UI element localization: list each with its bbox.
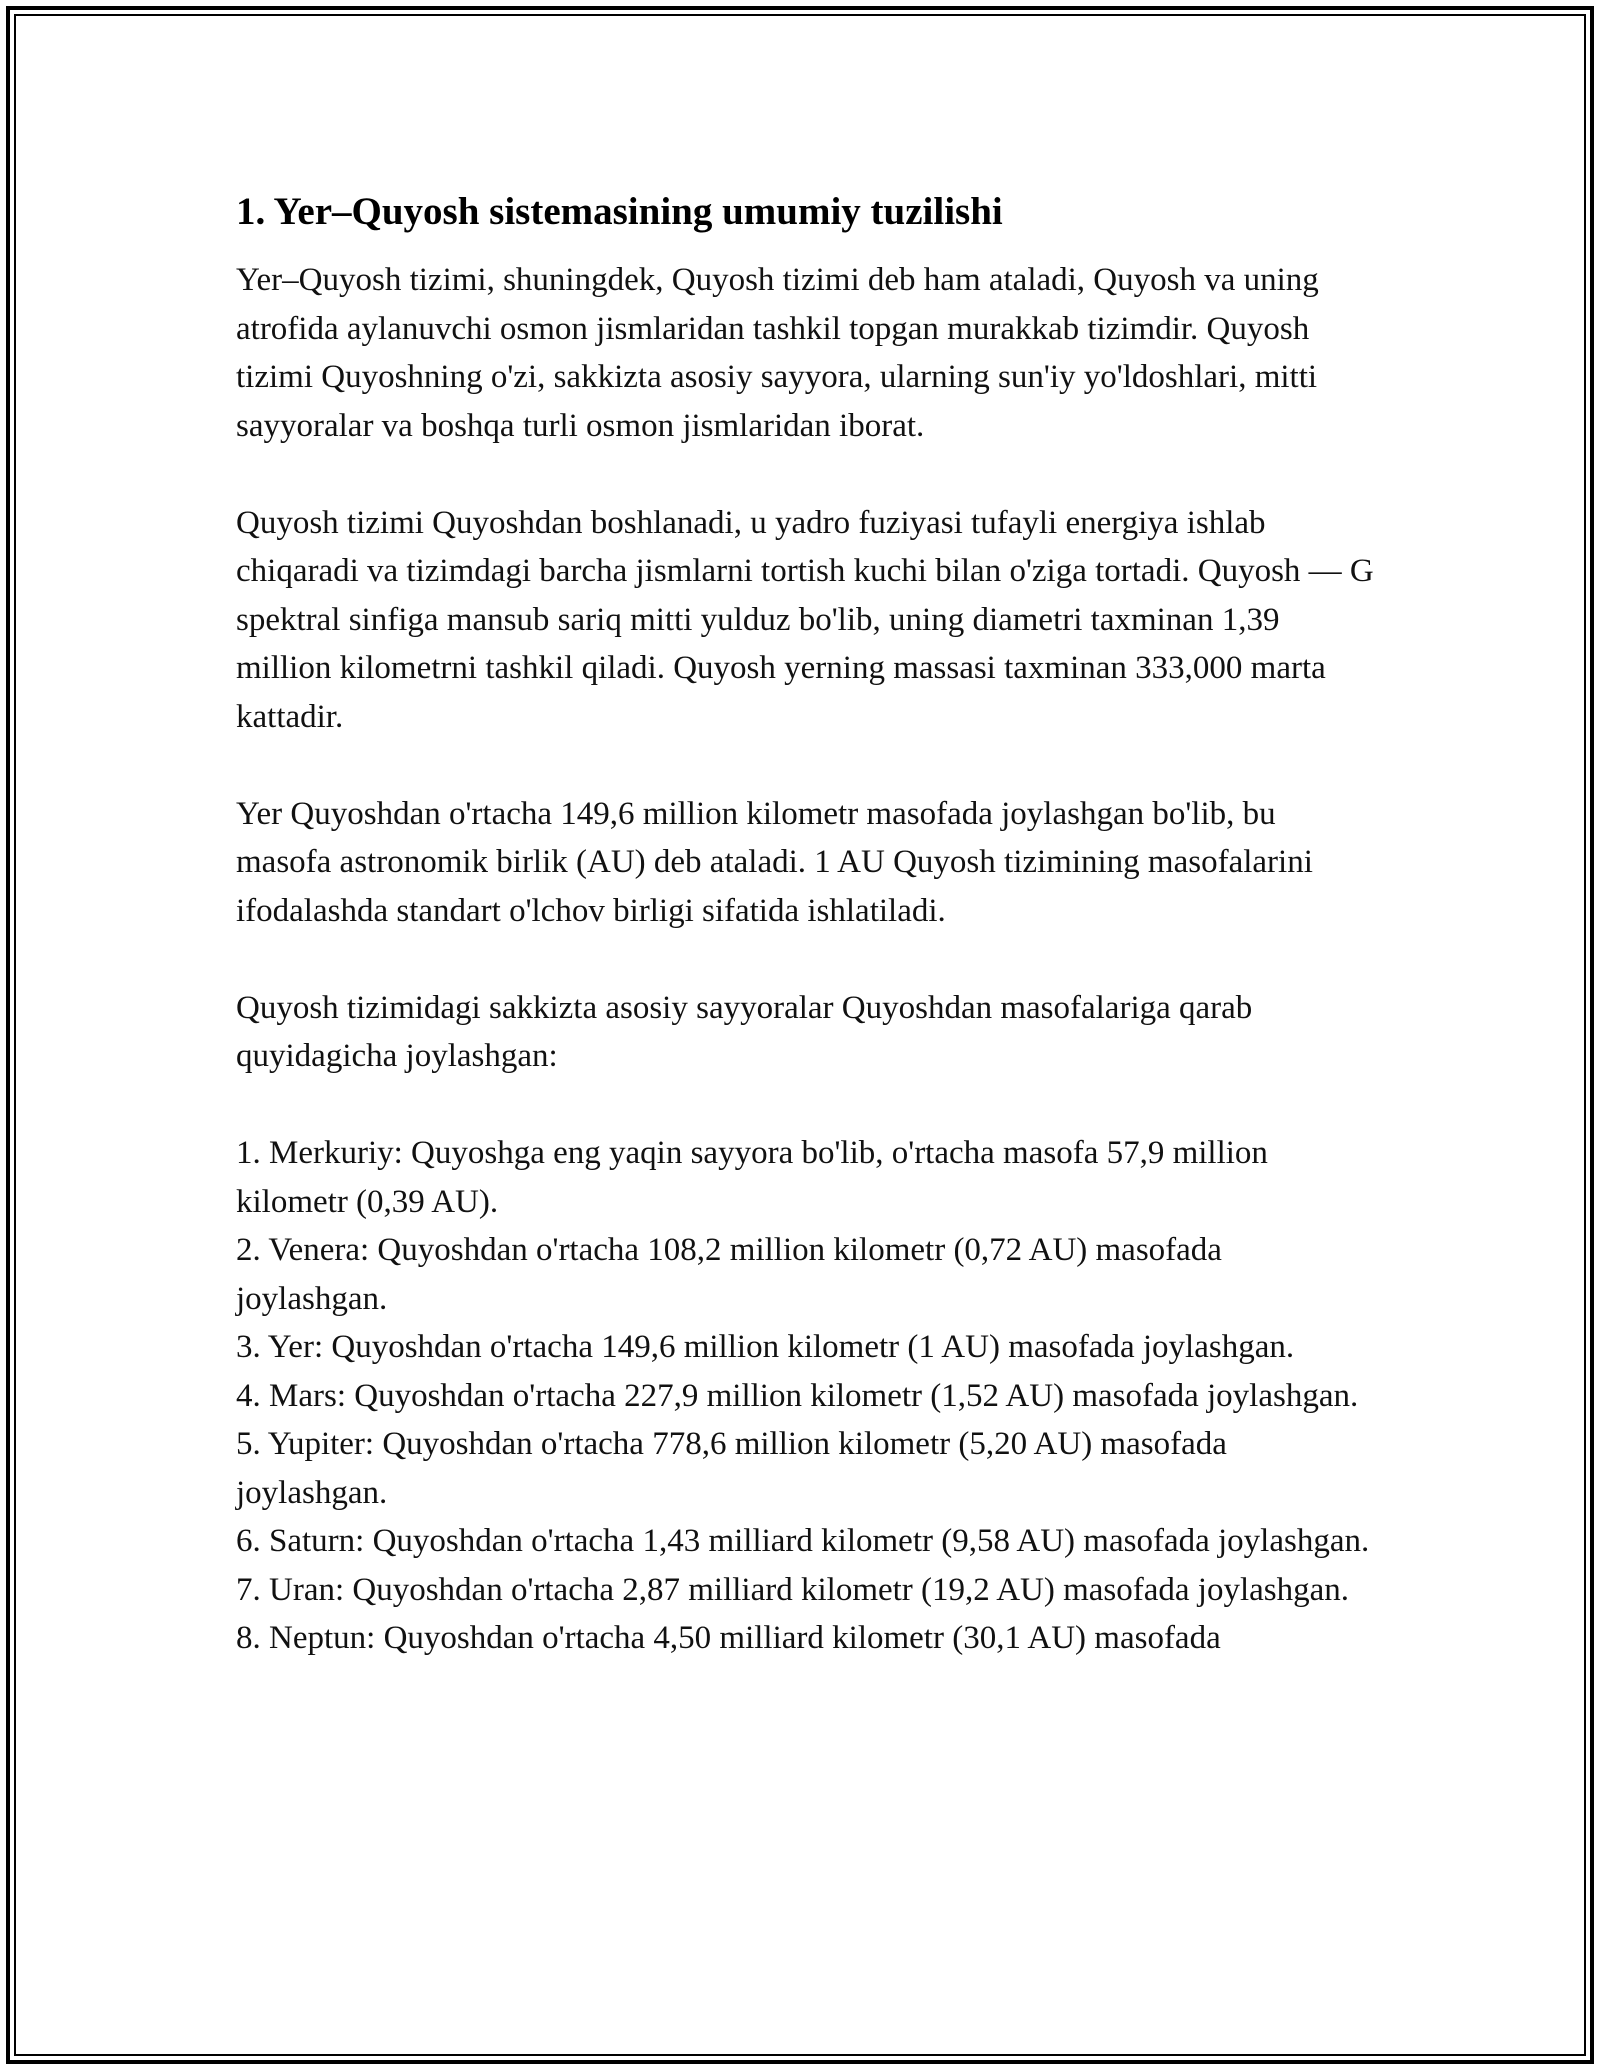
paragraph-earth-distance: Yer Quyoshdan o'rtacha 149,6 million kilometr masofada joylashgan bo'lib, bu masofa astronomik birlik (AU) deb ataladi. 1 AU Quyosh tizimining masofalarini ifodalashda standart o'lchov birligi sifatida ishlatiladi. xyxy=(236,795,1313,929)
planet-list-item-neptune: 8. Neptun: Quyoshdan o'rtacha 4,50 milliard kilometr (30,1 AU) masofada xyxy=(236,1620,1221,1656)
planet-list-item-venus: 2. Venera: Quyoshdan o'rtacha 108,2 million kilometr (0,72 AU) masofada joylashgan. xyxy=(236,1232,1222,1317)
planet-list-item-saturn: 6. Saturn: Quyoshdan o'rtacha 1,43 milliard kilometr (9,58 AU) masofada joylashgan. xyxy=(236,1523,1370,1559)
document-body xyxy=(236,186,1376,1663)
planet-list-item-earth: 3. Yer: Quyoshdan o'rtacha 149,6 million kilometr (1 AU) masofada joylashgan. xyxy=(236,1329,1295,1365)
paragraph-planets-intro: Quyosh tizimidagi sakkizta asosiy sayyoralar Quyoshdan masofalariga qarab quyidagicha joylashgan: xyxy=(236,989,1253,1074)
section-heading: 1. Yer–Quyosh sistemasining umumiy tuzilishi xyxy=(236,190,1003,233)
planet-list xyxy=(236,1129,1376,1663)
paragraph-sun: Quyosh tizimi Quyoshdan boshlanadi, u yadro fuziyasi tufayli energiya ishlab chiqaradi va tizimdagi barcha jismlarni tortish kuchi bilan o'ziga tortadi. Quyosh — G spektral sinfiga mansub sariq mitti yulduz bo'lib, uning diametri taxminan 1,39 million kilometrni tashkil qiladi. Quyosh yerning massasi taxminan 333,000 marta kattadir. xyxy=(236,504,1374,735)
planet-list-item-uranus: 7. Uran: Quyoshdan o'rtacha 2,87 milliard kilometr (19,2 AU) masofada joylashgan. xyxy=(236,1571,1350,1608)
planet-list-item-jupiter: 5. Yupiter: Quyoshdan o'rtacha 778,6 million kilometr (5,20 AU) masofada joylashgan. xyxy=(236,1426,1227,1511)
planet-list-item-mercury: 1. Merkuriy: Quyoshga eng yaqin sayyora bo'lib, o'rtacha masofa 57,9 million kilometr (0,39 AU). xyxy=(236,1135,1268,1220)
paragraph-intro: Yer–Quyosh tizimi, shuningdek, Quyosh tizimi deb ham ataladi, Quyosh va uning atrofida aylanuvchi osmon jismlaridan tashkil topgan murakkab tizimdir. Quyosh tizimi Quyoshning o'zi, sakkizta asosiy sayyora, ularning sun'iy yo'ldoshlari, mitti sayyoralar va boshqa turli osmon jismlaridan iborat. xyxy=(236,262,1319,444)
planet-list-item-mars: 4. Mars: Quyoshdan o'rtacha 227,9 million kilometr (1,52 AU) masofada joylashgan. xyxy=(236,1377,1359,1414)
